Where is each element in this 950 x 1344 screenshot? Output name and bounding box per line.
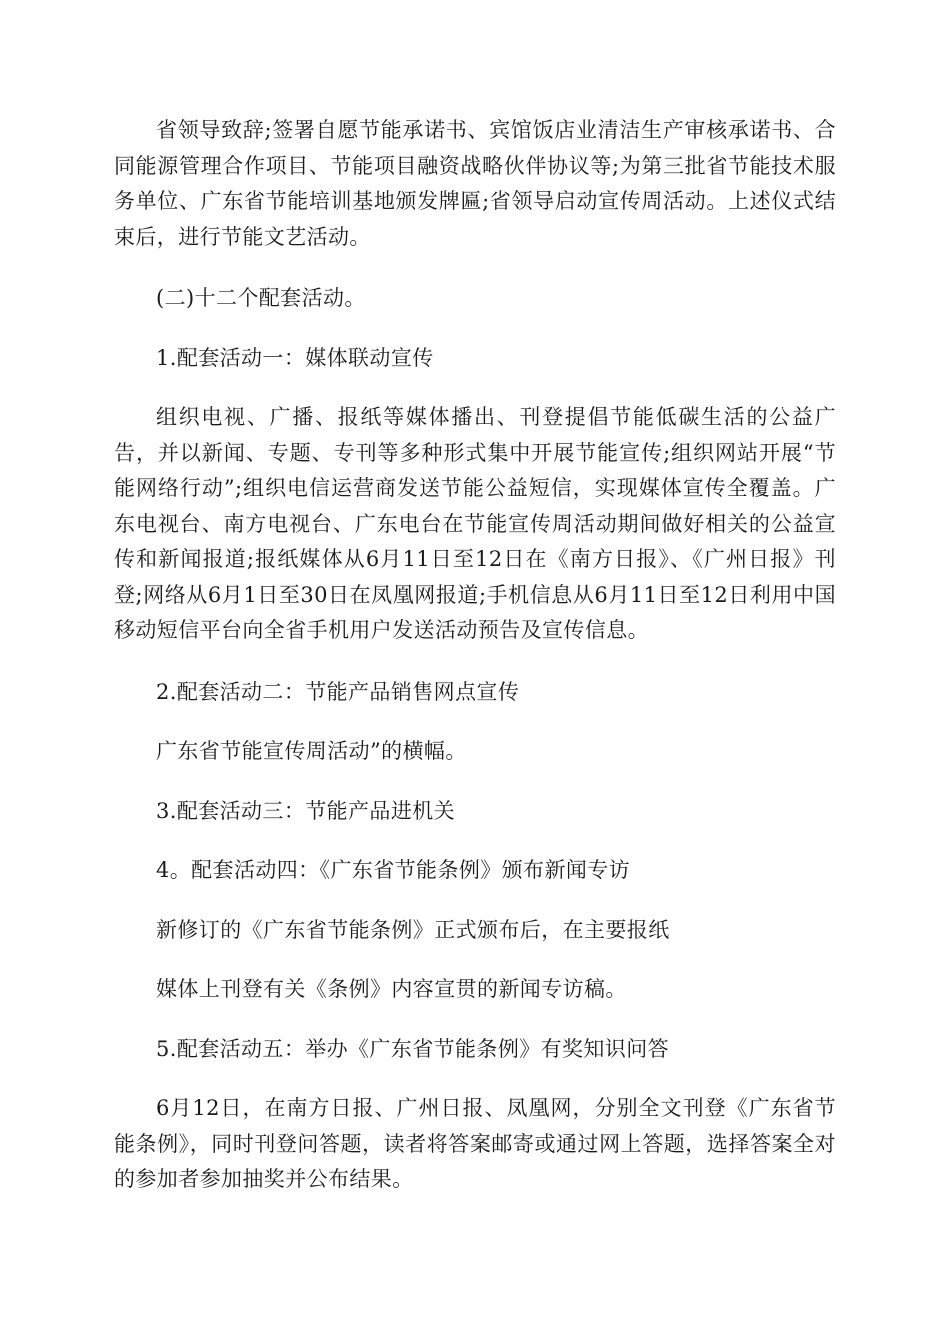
- section-heading-supporting-activities: (二)十二个配套活动。: [156, 286, 366, 310]
- paragraph-media-campaign: 组织电视、广播、报纸等媒体播出、刊登提倡节能低碳生活的公益广告，并以新闻、专题、专刊等多种形式集中开展节能宣传;组织网站开展“节能网络行动”;组织电信运营商发送节能公益短信，实现媒体宣传全覆盖。广东电视台、南方电视台、广东电台在节能宣传周活动期间做好相关的公益宣传和新闻报道;报纸媒体从6月11日至12日在《南方日报》、《广州日报》刊登;网络从6月1日至30日在凤凰网报道;手机信息从6月11日至12日利用中国移动短信平台向全省手机用户发送活动预告及宣传信息。: [114, 405, 836, 642]
- activity-heading-2: 2.配套活动二：节能产品销售网点宣传: [156, 679, 520, 704]
- paragraph-regulation-interview-1: 新修订的《广东省节能条例》正式颁布后，在主要报纸: [156, 917, 670, 942]
- paragraph-quiz: 6月12日，在南方日报、广州日报、凤凰网，分别全文刊登《广东省节能条例》，同时刊登问答题，读者将答案邮寄或通过网上答题，选择答案全对的参加者参加抽奖并公布结果。: [114, 1096, 836, 1191]
- paragraph-regulation-interview-2: 媒体上刊登有关《条例》内容宣贯的新闻专访稿。: [156, 977, 627, 1001]
- activity-heading-4: 4。配套活动四：《广东省节能条例》颁布新闻专访: [156, 858, 631, 882]
- paragraph-banner: 广东省节能宣传周活动”的横幅。: [156, 739, 467, 763]
- activity-heading-5: 5.配套活动五：举办《广东省节能条例》有奖知识问答: [156, 1036, 670, 1061]
- paragraph-ceremony: 省领导致辞;签署自愿节能承诺书、宾馆饭店业清洁生产审核承诺书、合同能源管理合作项目、节能项目融资战略伙伴协议等;为第三批省节能技术服务单位、广东省节能培训基地颁发牌匾;省领导启动宣传周活动。上述仪式结束后，进行节能文艺活动。: [114, 118, 836, 249]
- activity-heading-3: 3.配套活动三：节能产品进机关: [156, 798, 456, 823]
- activity-heading-1: 1.配套活动一：媒体联动宣传: [156, 345, 434, 370]
- document-body: [114, 113, 836, 1198]
